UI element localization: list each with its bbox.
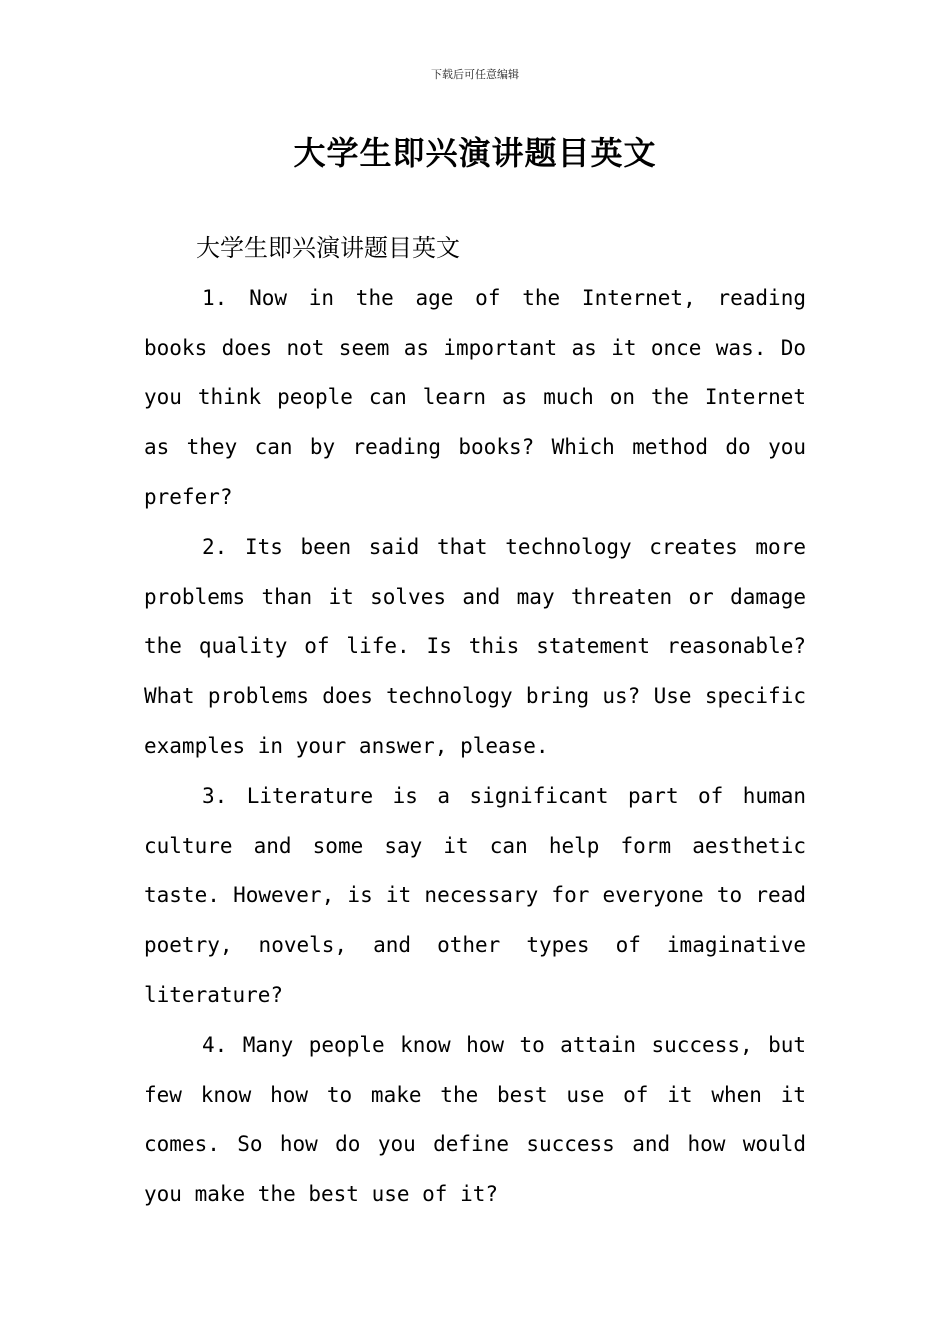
question-number: 4.	[202, 1032, 228, 1057]
question-paragraph-2	[144, 523, 819, 772]
question-text: Now in the age of the Internet, reading books does not seem as important as it once was. Do you think people can learn as much on the Internet as they can by reading books? Which method do you prefer?	[144, 285, 819, 509]
question-text: Many people know how to attain success, but few know how to make the best use of it when it comes. So how do you define success and how would you make the best use of it?	[144, 1032, 819, 1207]
question-paragraph-4	[144, 1021, 819, 1220]
question-paragraph-1	[144, 274, 819, 523]
question-number: 3.	[202, 783, 228, 808]
question-text: Its been said that technology creates more problems than it solves and may threaten or damage the quality of life. Is this statement reasonable? What problems does technology bring us? Use specific examples in your answer, please.	[144, 534, 819, 758]
question-text: Literature is a significant part of human culture and some say it can help form aesthetic taste. However, is it necessary for everyone to read poetry, novels, and other types of imaginative literature?	[144, 783, 819, 1007]
header-note: 下载后可任意编辑	[431, 68, 519, 81]
question-paragraph-3	[144, 772, 819, 1021]
document-body	[144, 224, 819, 1220]
document-title: 大学生即兴演讲题目英文	[293, 134, 657, 172]
question-number: 1.	[202, 285, 228, 310]
document-subtitle: 大学生即兴演讲题目英文	[196, 234, 460, 262]
question-number: 2.	[202, 534, 228, 559]
